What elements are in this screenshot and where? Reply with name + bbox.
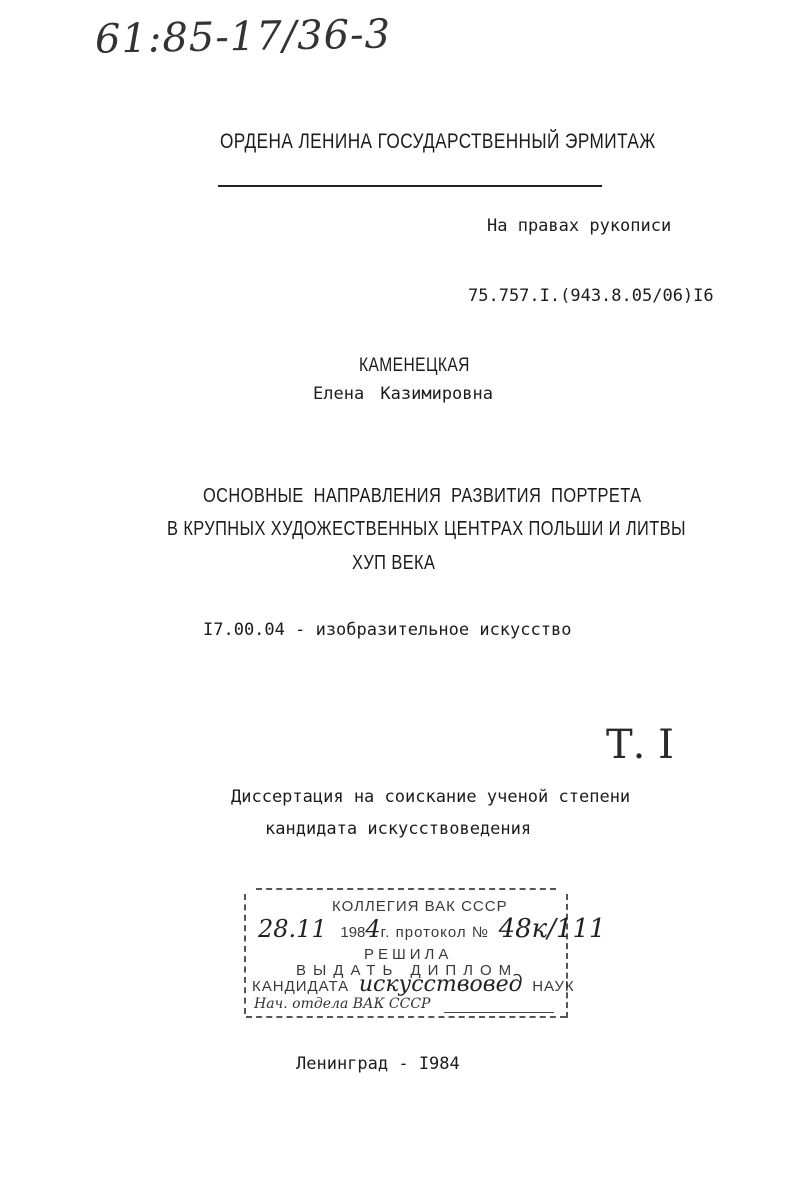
stamp-line-4: ВЫДАТЬ ДИПЛОМ [296,962,519,979]
stamp-protocol-number: 48к/111 [498,914,606,944]
title-line-1: ОСНОВНЫЕ НАПРАВЛЕНИЯ РАЗВИТИЯ ПОРТРЕТА [203,485,642,507]
stamp-border-right [566,894,568,1018]
title-line-3: ХУП ВЕКА [352,552,436,574]
heading-rule [218,185,602,187]
udc-code: 75.757.I.(943.8.05/06)I6 [468,286,714,306]
vak-stamp [244,888,606,1024]
stamp-year-prefix: 198 [340,924,366,941]
degree-line-1: Диссертация на соискание ученой степени [231,787,631,807]
stamp-signature-line: Нач. отдела ВАК СССР [254,996,431,1012]
stamp-protocol-label: г. протокол № [380,924,489,941]
stamp-line-2 [258,914,606,944]
stamp-signature-rule [444,1012,554,1013]
degree-line-2: кандидата искусствоведения [265,819,532,839]
stamp-year: 4 [365,915,381,943]
city-year: Ленинград - I984 [296,1054,460,1074]
stamp-date: 28.11 [258,915,327,943]
stamp-border-left [244,894,246,1014]
title-line-2: В КРУПНЫХ ХУДОЖЕСТВЕННЫХ ЦЕНТРАХ ПОЛЬШИ И ЛИТВЫ [167,518,686,540]
stamp-line-3: РЕШИЛА [364,946,453,963]
volume-mark: Т. I [606,722,674,768]
institution-heading: ОРДЕНА ЛЕНИНА ГОСУДАРСТВЕННЫЙ ЭРМИТАЖ [220,130,656,153]
stamp-border-bottom [246,1016,566,1018]
stamp-sciences-label: НАУК [532,978,575,995]
stamp-line-1: КОЛЛЕГИЯ ВАК СССР [332,898,508,915]
author-name: Елена Казимировна [313,384,493,404]
stamp-border-top [256,888,556,890]
author-surname: КАМЕНЕЦКАЯ [359,355,470,376]
rights-note: На правах рукописи [487,216,672,236]
specialty: I7.00.04 - изобразительное искусство [203,620,572,640]
stamp-candidate-label: КАНДИДАТА [252,978,350,995]
stamp-field: искусствовед [358,972,523,997]
archive-number: 61:85-17/36-3 [94,11,392,63]
stamp-line-5 [252,972,575,997]
